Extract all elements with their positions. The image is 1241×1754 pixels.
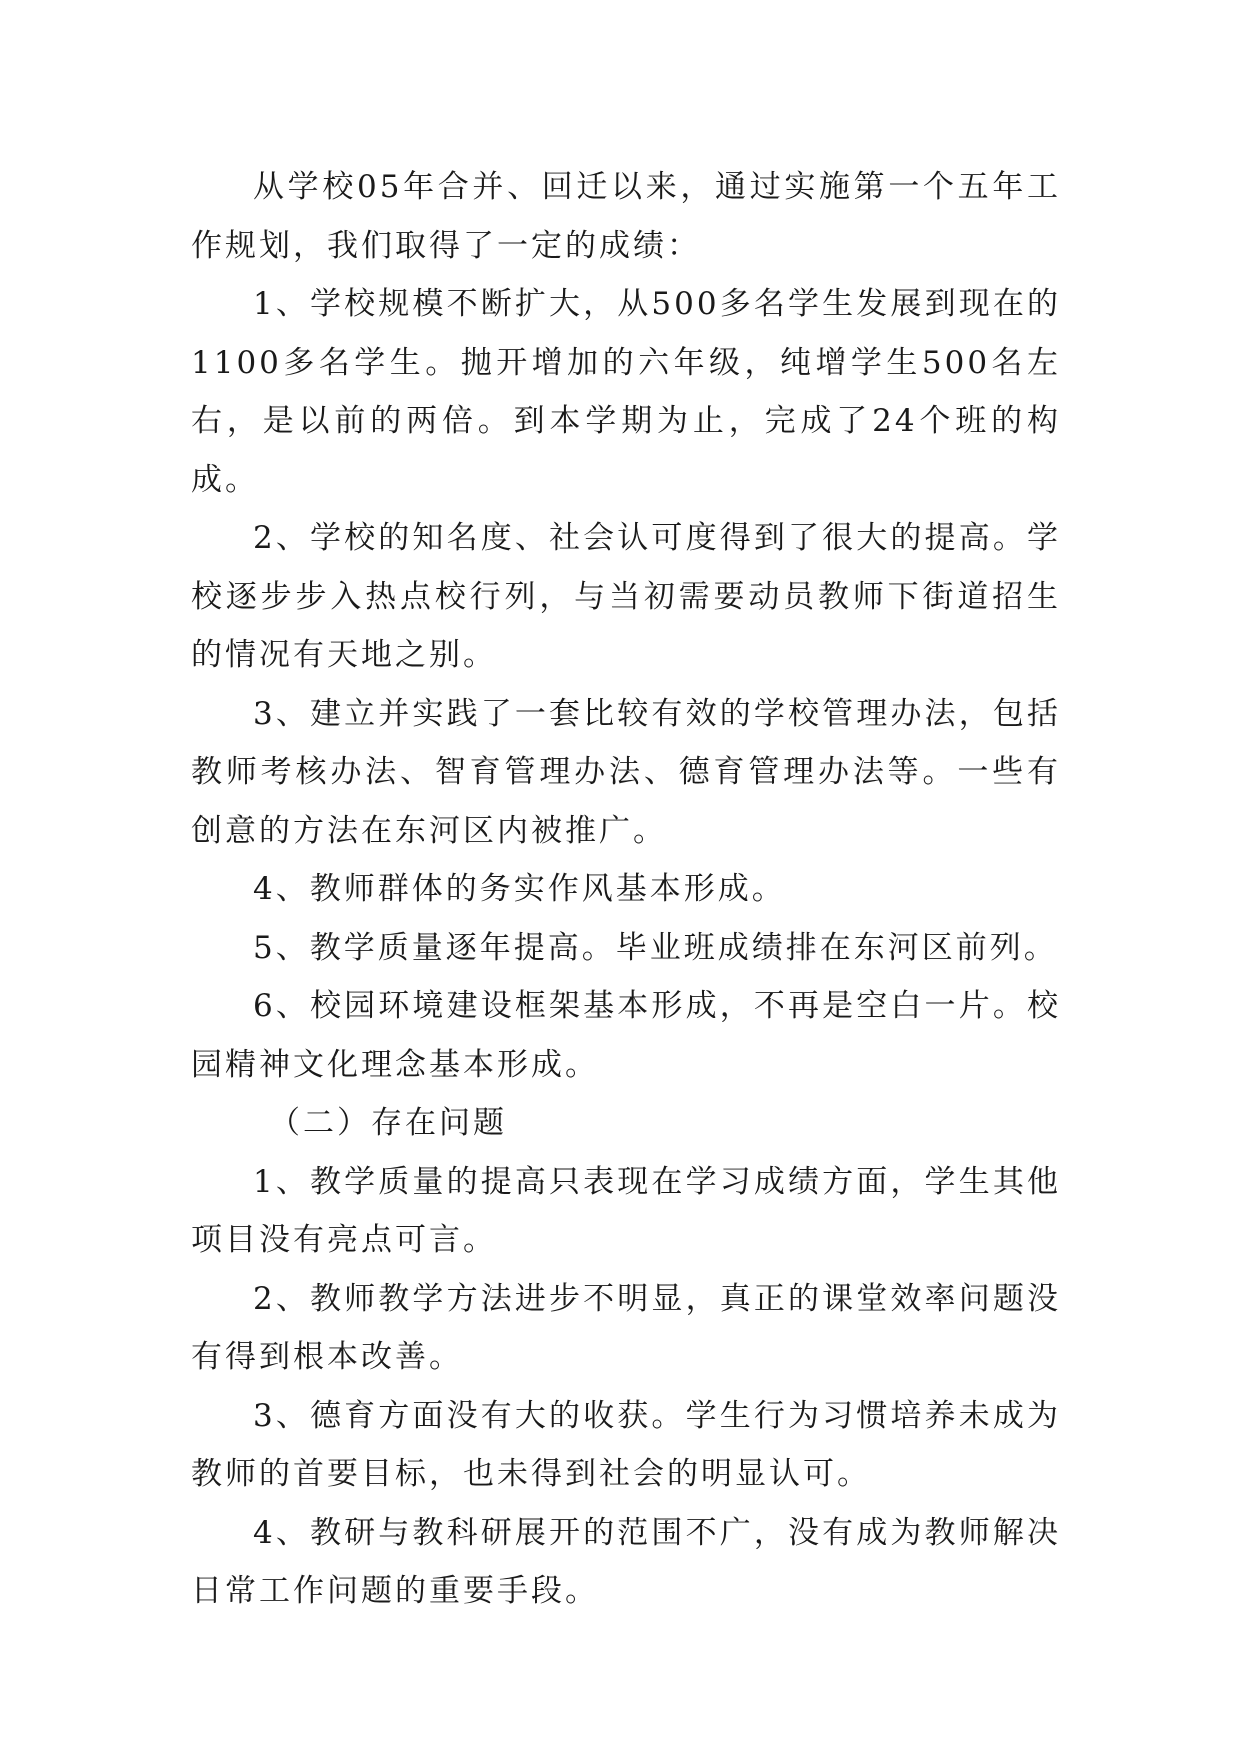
paragraph-problem-3: 3、德育方面没有大的收获。学生行为习惯培养未成为教师的首要目标，也未得到社会的明显认可。 [191, 1397, 1061, 1492]
paragraph-achievement-2: 2、学校的知名度、社会认可度得到了很大的提高。学校逐步步入热点校行列，与当初需要动员教师下街道招生的情况有天地之别。 [191, 520, 1061, 673]
paragraph-problem-1: 1、教学质量的提高只表现在学习成绩方面，学生其他项目没有亮点可言。 [191, 1163, 1061, 1258]
paragraph-achievement-6: 6、校园环境建设框架基本形成，不再是空白一片。校园精神文化理念基本形成。 [191, 988, 1061, 1083]
document-body [191, 158, 1061, 1621]
paragraph-intro: 从学校05年合并、回迁以来，通过实施第一个五年工作规划，我们取得了一定的成绩： [191, 169, 1061, 264]
paragraph-achievement-3: 3、建立并实践了一套比较有效的学校管理办法，包括教师考核办法、智育管理办法、德育管理办法等。一些有创意的方法在东河区内被推广。 [191, 695, 1061, 849]
paragraph-achievement-5: 5、教学质量逐年提高。毕业班成绩排在东河区前列。 [253, 929, 1058, 966]
paragraph-problem-2: 2、教师教学方法进步不明显，真正的课堂效率问题没有得到根本改善。 [191, 1280, 1061, 1375]
paragraph-achievement-4: 4、教师群体的务实作风基本形成。 [253, 871, 786, 907]
paragraph-achievement-1: 1、学校规模不断扩大，从500多名学生发展到现在的1100多名学生。抛开增加的六年级，纯增学生500名左右，是以前的两倍。到本学期为止，完成了24个班的构成。 [191, 286, 1061, 498]
paragraph-problem-4: 4、教研与教科研展开的范围不广，没有成为教师解决日常工作问题的重要手段。 [191, 1514, 1061, 1609]
section-heading-problems: （二）存在问题 [269, 1105, 507, 1141]
